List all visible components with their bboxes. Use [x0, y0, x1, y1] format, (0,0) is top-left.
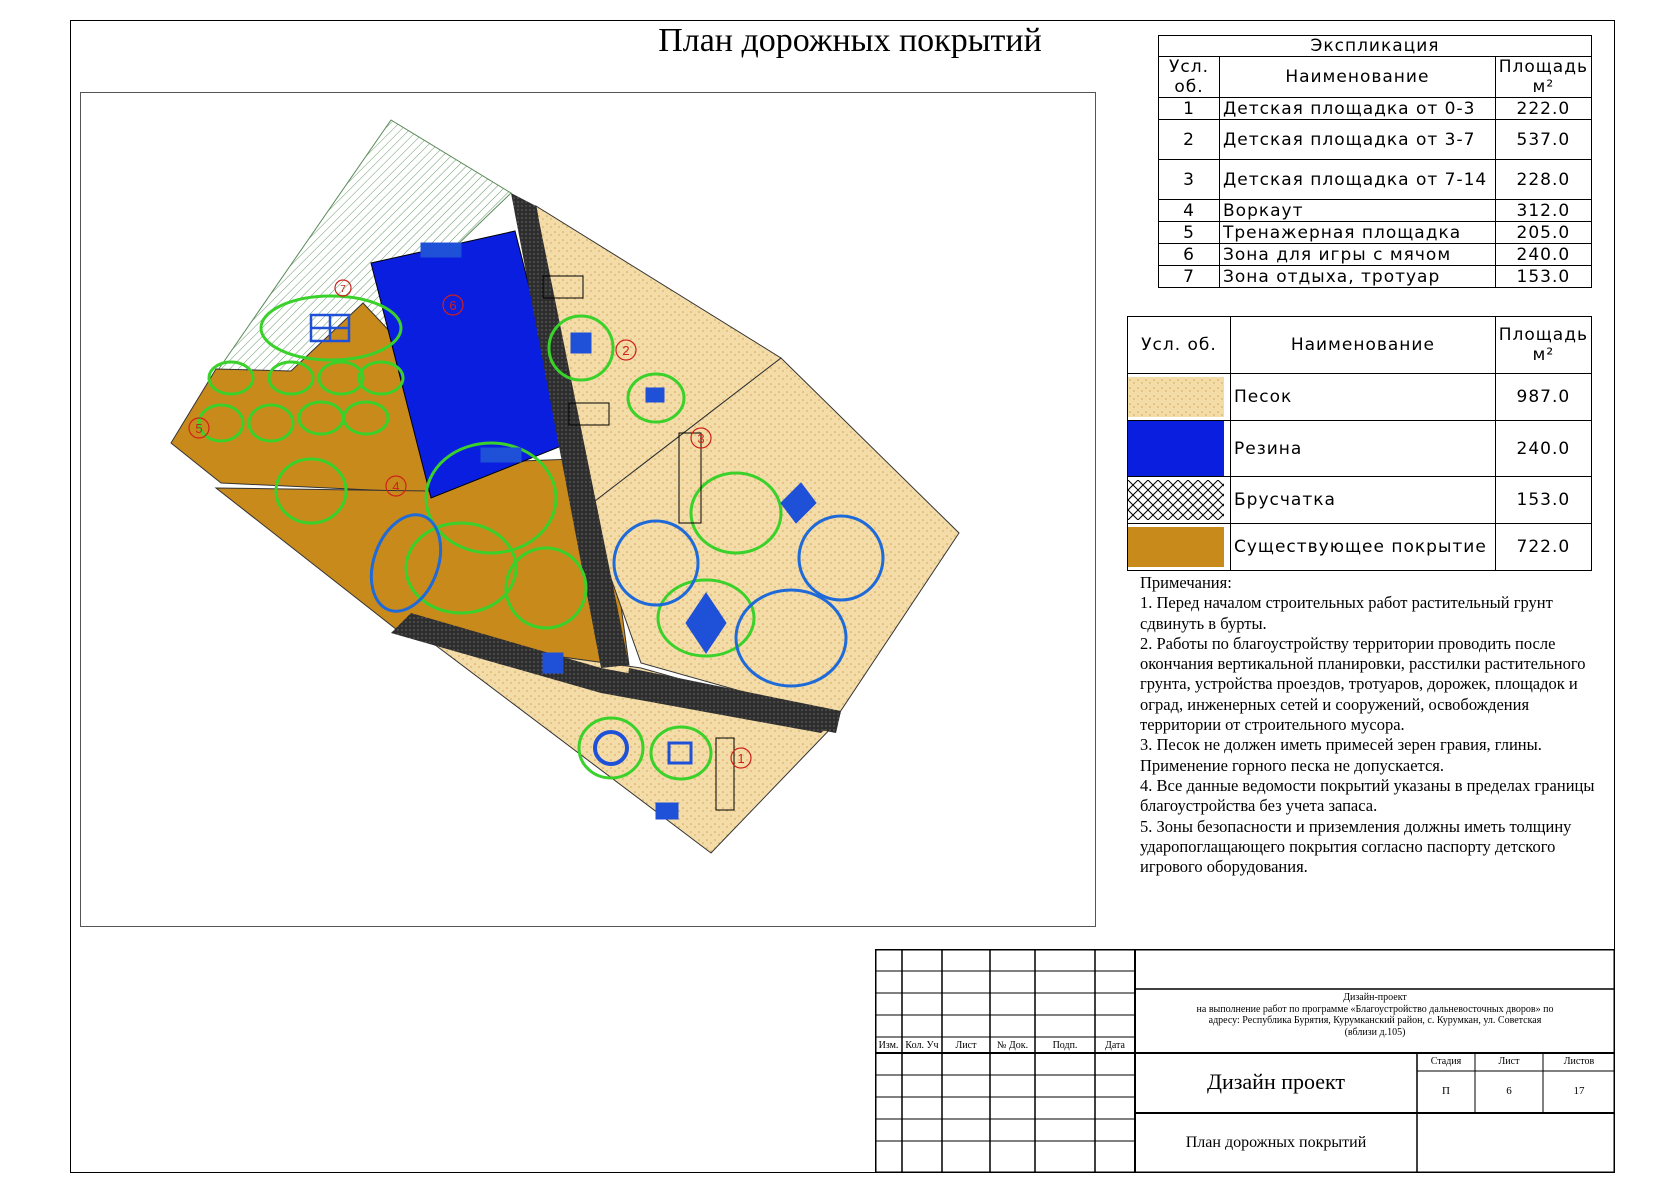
design-title: Дизайн проект: [1206, 1069, 1346, 1094]
project-line-3: адресу: Республика Бурятия, Курумканский район, с. Курумкан, ул. Советская: [1208, 1015, 1542, 1026]
stamp-col-date: Дата: [1105, 1040, 1125, 1051]
sheet-title: План дорожных покрытий: [1185, 1134, 1367, 1151]
stamp-col-izm: Изм.: [878, 1040, 899, 1051]
zone-label-7: 7: [340, 284, 346, 295]
explication-caption: Экспликация: [1159, 36, 1592, 57]
legend-area: 987.0: [1495, 374, 1591, 421]
stamp-col-list: Лист: [955, 1040, 977, 1051]
expl-header-area: Площадь м²: [1495, 57, 1591, 98]
project-line-1: Дизайн-проект: [1343, 992, 1407, 1003]
rubber-swatch: [1128, 421, 1231, 477]
expl-name: Воркаут: [1220, 200, 1496, 222]
legend-name: Песок: [1231, 374, 1496, 421]
note-item: 2. Работы по благоустройству территории проводить после окончания вертикальной планировки, расстилки растительного грунта, устройства проездов, тротуаров, дорожек, площадок и оград, инженерных сетей и сооружений, освобождения территории от строительного мусора.: [1140, 633, 1586, 735]
legend-area: 240.0: [1495, 421, 1591, 477]
sheets-value: 17: [1573, 1085, 1585, 1097]
expl-area: 205.0: [1495, 222, 1591, 244]
expl-name: Детская площадка от 7-14: [1220, 160, 1496, 200]
project-line-4: (вблизи д.105): [1344, 1026, 1406, 1038]
sand-swatch: [1128, 374, 1231, 421]
legend-area: 722.0: [1495, 524, 1591, 571]
expl-num: 5: [1159, 222, 1220, 244]
site-plan-drawing: [81, 93, 1097, 928]
sheets-label: Листов: [1563, 1056, 1595, 1067]
project-line-2: на выполнение работ по программе «Благоустройство дальневосточных дворов» по: [1196, 1003, 1554, 1015]
stage-value: П: [1442, 1085, 1450, 1097]
stage-label: Стадия: [1430, 1056, 1462, 1067]
sheet-value: 6: [1506, 1085, 1512, 1097]
expl-name: Тренажерная площадка: [1220, 222, 1496, 244]
note-item: 3. Песок не должен иметь примесей зерен гравия, глины. Применение горного песка не допускается.: [1140, 735, 1542, 775]
site-plan: [80, 92, 1096, 927]
note-item: 5. Зоны безопасности и приземления должны иметь толщину ударопоглащающего покрытия согласно паспорту детского игрового оборудования.: [1140, 816, 1572, 877]
stamp-col-kol: Кол. Уч: [905, 1040, 939, 1051]
expl-area: 240.0: [1495, 244, 1591, 266]
expl-header-num: Усл. об.: [1159, 57, 1220, 98]
zone-label-2: 2: [622, 343, 630, 358]
zone-label-6: 6: [449, 298, 457, 313]
expl-name: Зона для игры с мячом: [1220, 244, 1496, 266]
note-item: 1. Перед началом строительных работ растительный грунт сдвинуть в бурты.: [1140, 593, 1553, 633]
legend-name: Существующее покрытие: [1231, 524, 1496, 571]
expl-area: 537.0: [1495, 120, 1591, 160]
stamp-col-podp: Подп.: [1052, 1040, 1078, 1051]
sheet-label: Лист: [1498, 1056, 1520, 1067]
expl-num: 2: [1159, 120, 1220, 160]
expl-name: Детская площадка от 0-3: [1220, 98, 1496, 120]
zone-label-1: 1: [737, 751, 745, 766]
expl-num: 4: [1159, 200, 1220, 222]
note-item: 4. Все данные ведомости покрытий указаны в пределах границы благоустройства без учета запаса.: [1140, 775, 1595, 816]
legend-header-area: Площадь м²: [1495, 317, 1591, 374]
expl-area: 228.0: [1495, 160, 1591, 200]
expl-num: 3: [1159, 160, 1220, 200]
expl-num: 1: [1159, 98, 1220, 120]
expl-name: Детская площадка от 3-7: [1220, 120, 1496, 160]
project-description: [1137, 992, 1613, 1038]
page-title: План дорожных покрытий: [658, 22, 1042, 59]
legend-name: Резина: [1231, 421, 1496, 477]
legend-table: [1127, 316, 1592, 571]
expl-area: 222.0: [1495, 98, 1591, 120]
title-block: [875, 949, 1615, 1173]
legend-name: Брусчатка: [1231, 477, 1496, 524]
notes: [1140, 573, 1600, 877]
notes-heading: Примечания:: [1140, 573, 1232, 592]
legend-header-name: Наименование: [1231, 317, 1496, 374]
expl-area: 312.0: [1495, 200, 1591, 222]
explication-table: [1158, 35, 1592, 288]
expl-header-name: Наименование: [1220, 57, 1496, 98]
zone-label-3: 3: [697, 431, 705, 446]
expl-num: 7: [1159, 266, 1220, 288]
expl-num: 6: [1159, 244, 1220, 266]
legend-area: 153.0: [1495, 477, 1591, 524]
existing-swatch: [1128, 524, 1231, 571]
expl-area: 153.0: [1495, 266, 1591, 288]
expl-name: Зона отдыха, тротуар: [1220, 266, 1496, 288]
zone-label-5: 5: [195, 421, 203, 436]
zone-label-4: 4: [392, 479, 400, 494]
stamp-col-doc: № Док.: [996, 1040, 1029, 1051]
paving-swatch: [1128, 477, 1231, 524]
legend-header-num: Усл. об.: [1128, 317, 1231, 374]
